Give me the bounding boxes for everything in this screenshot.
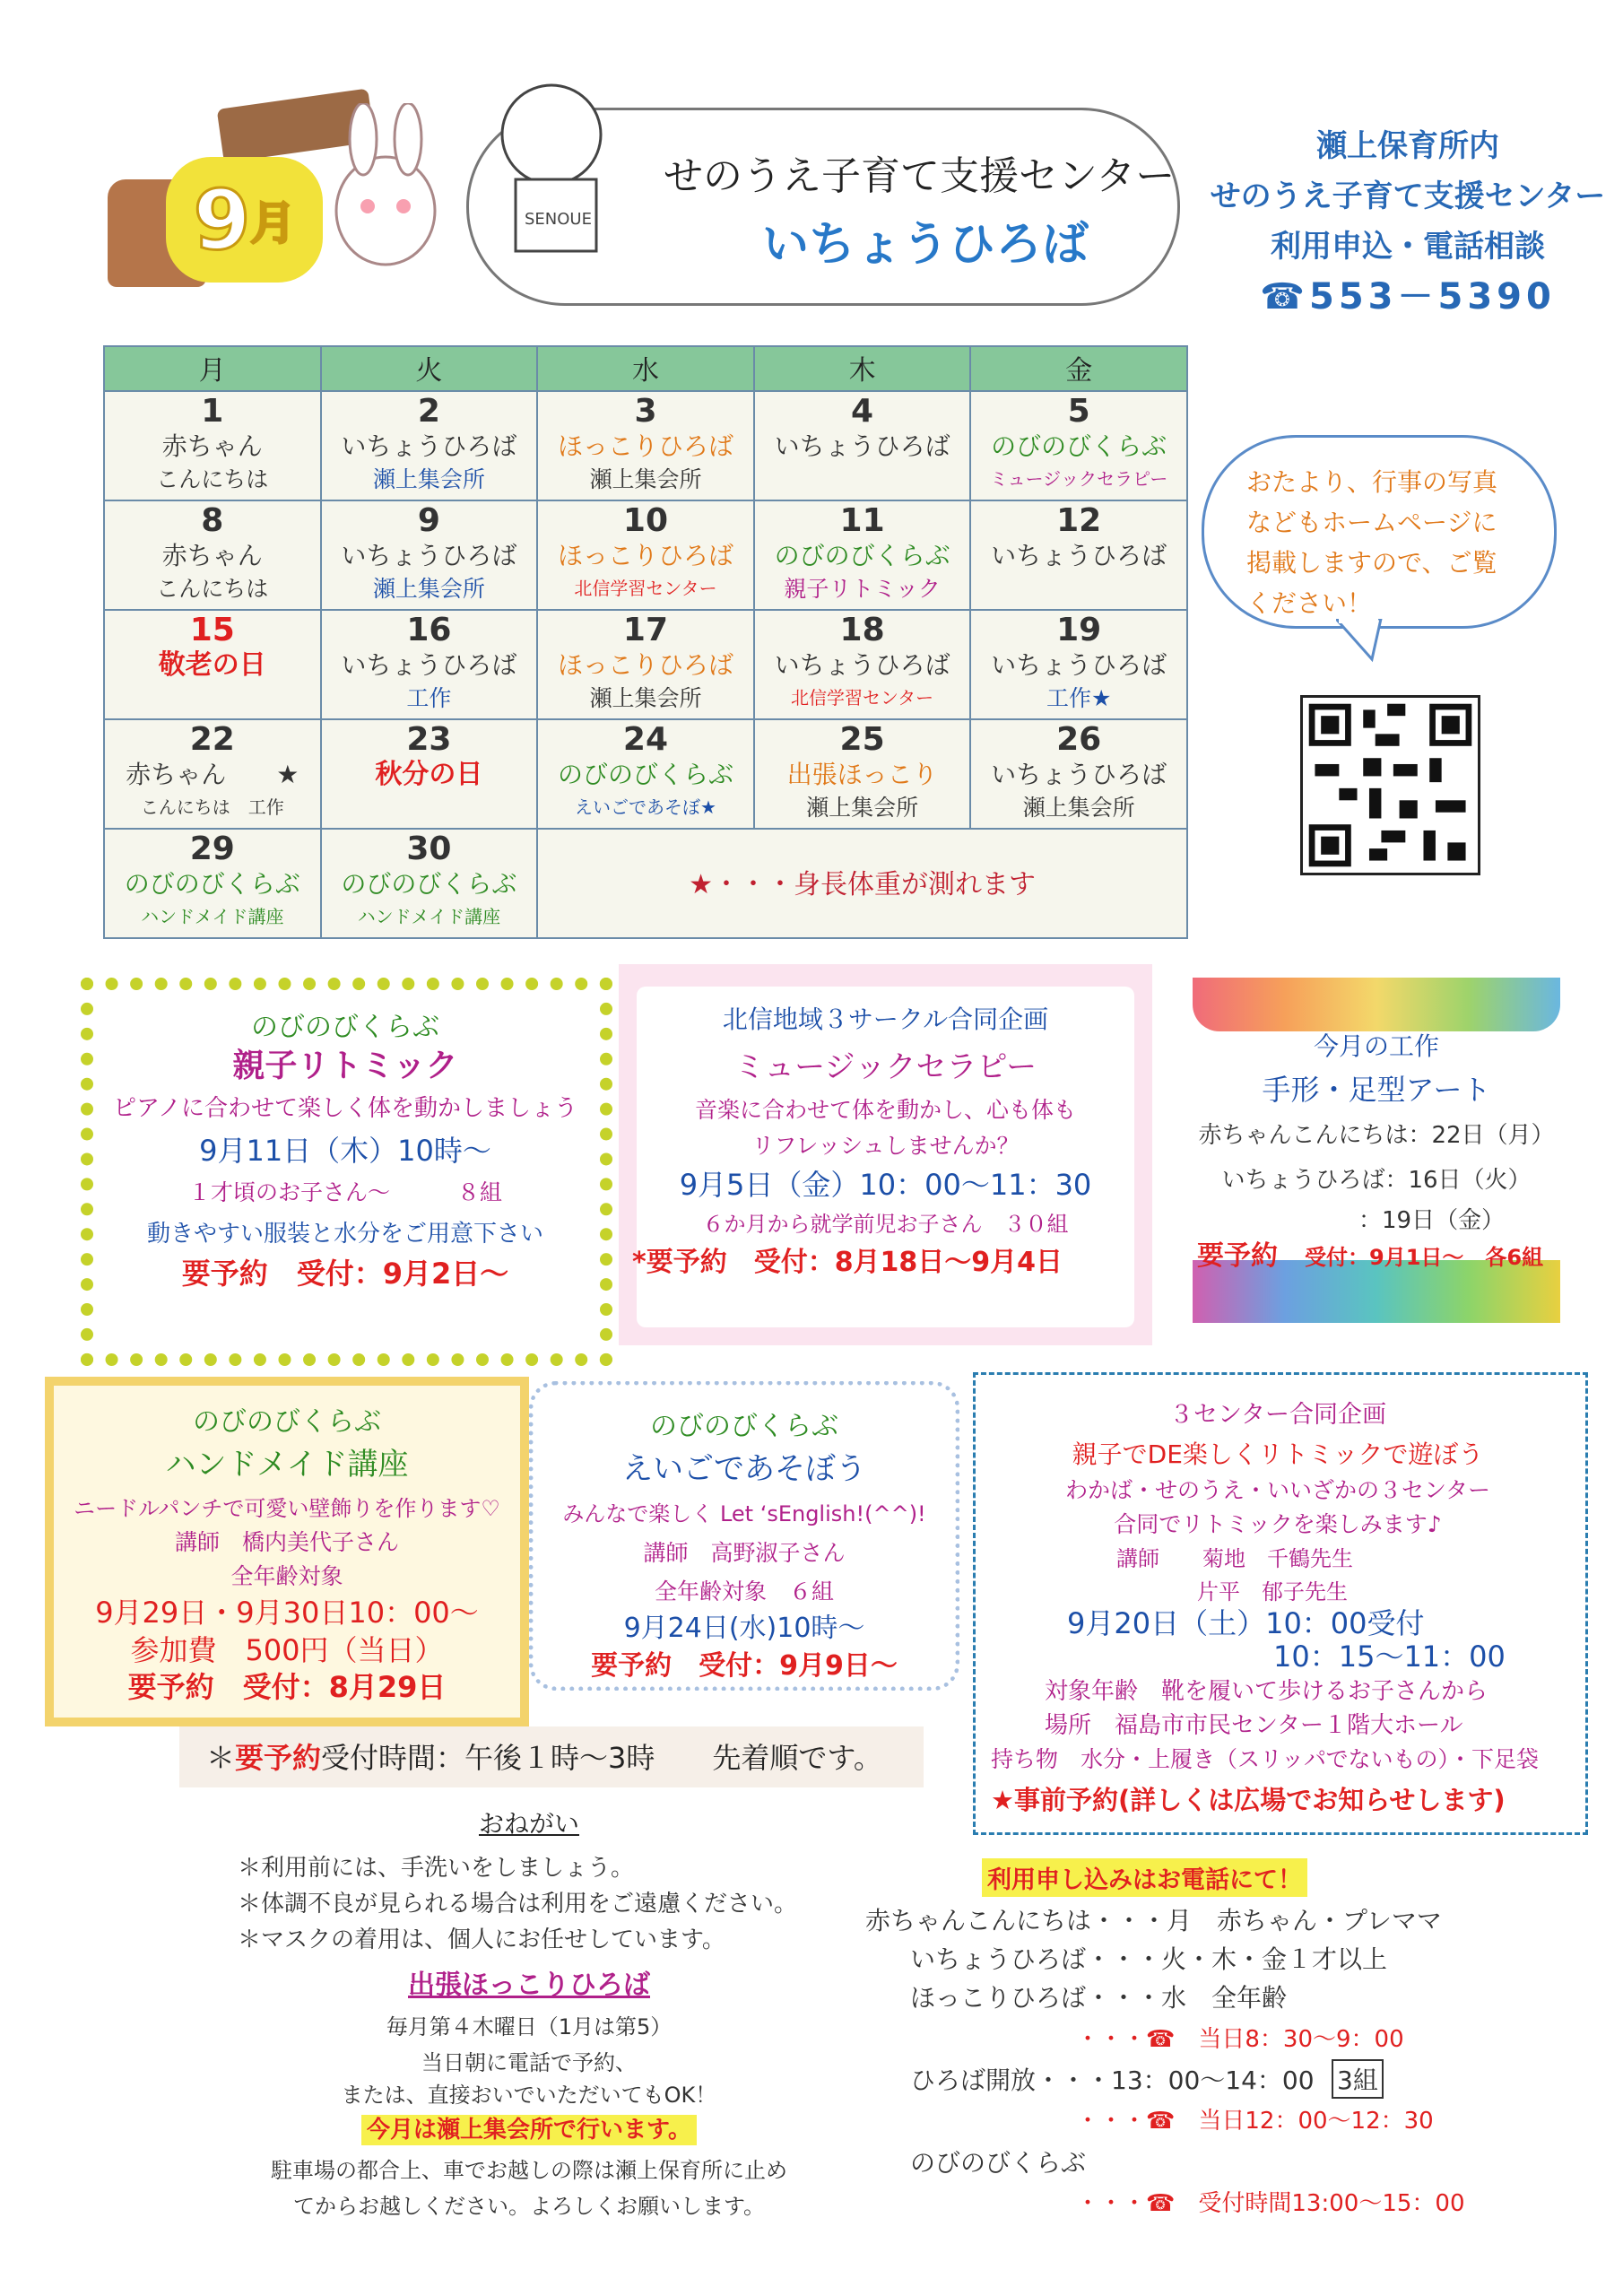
handmade-target: 全年齢対象 [230,1563,343,1589]
calendar-day [754,719,971,829]
day-location: ハンドメイド講座 [357,906,501,927]
joint-reserve: ★事前予約(詳しくは広場でお知らせします) [991,1785,1506,1815]
day-number: 16 [406,612,452,648]
day-number: 24 [622,721,669,758]
day-event: いちょうひろば [774,431,950,461]
calendar-day [537,391,754,500]
weekday-header: 金 [970,346,1187,391]
music-title: ミュージックセラピー [733,1049,1037,1085]
onegai-title: おねがい [478,1809,579,1839]
day-location: 工作 [406,685,452,711]
joint-desc-2: 合同でリトミックを楽しみます♪ [1114,1511,1442,1537]
center-subtitle: いちょうひろば [762,218,1089,272]
shuchou-title: 出張ほっこりひろば [408,1970,650,2001]
english-target: 全年齢対象 ６組 [654,1578,834,1605]
calendar-day [104,500,321,610]
weekday-header: 月 [104,346,321,391]
day-location: 瀬上集会所 [589,685,702,711]
joint-date: 9月20日（土）10：00受付 [1067,1606,1425,1640]
day-location: こんにちは [156,576,269,602]
day-location: 北信学習センター [574,578,717,599]
center-title: せのうえ子育て支援センター [664,153,1176,199]
bubble-tail [1336,619,1390,664]
day-location: ミュージックセラピー [989,468,1168,490]
music-planner: 北信地域３サークル合同企画 [722,1004,1049,1034]
calendar-day [754,391,971,500]
weekday-header: 木 [754,346,971,391]
music-desc-2: リフレッシュしませんか？ [751,1133,1020,1159]
joint-desc-1: わかば・せのうえ・いいざかの３センター [1064,1477,1490,1503]
joint-title: 親子でDE楽しくリトミックで遊ぼう [1072,1439,1484,1469]
joint-lecturer-2: 片平 郁子先生 [1197,1579,1348,1605]
day-location: 瀬上集会所 [806,795,919,821]
phone-row-6: ・・・☎ 当日12：00～12：30 [1076,2108,1434,2135]
day-number: 5 [1067,393,1090,430]
joint-place: 場所 福島市市民センター１階大ホール [1045,1712,1463,1739]
rhythmic-target: １才頃のお子さん～ ８組 [187,1179,502,1205]
rhythmic-note: 動きやすい服装と水分をご用意下さい [146,1221,543,1248]
day-event: いちょうひろば [991,541,1167,570]
day-location: 北信学習センター [790,687,934,709]
english-date: 9月24日(水)10時～ [623,1613,865,1644]
day-number: 15 [189,612,235,648]
calendar-day [321,500,538,610]
joint-items: 持ち物 水分・上履き（スリッパでないもの）・下足袋 [991,1746,1540,1772]
day-event: ほっこりひろば [557,541,733,570]
phone-row-8: ・・・☎ 受付時間13:00～15：00 [1076,2190,1465,2217]
calendar-day [104,610,321,719]
day-event: 赤ちゃん [161,431,263,461]
qr-code[interactable] [1300,695,1480,875]
shuchou-line-3: または、直接おいでいただいてもOK！ [341,2083,717,2108]
contact-line-2: せのうえ子育て支援センター [1210,178,1606,214]
calendar-day [754,610,971,719]
svg-text:SENOUE: SENOUE [525,210,592,229]
calendar-day [104,829,321,938]
english-desc: みんなで楽しく Let ‘sEnglish!(^^)! [562,1501,926,1526]
shuchou-line-4: 今月は瀬上集会所で行います。 [361,2115,697,2145]
day-number: 22 [189,721,235,758]
calendar-day [321,391,538,500]
calendar-day [970,610,1187,719]
calendar-day [104,391,321,500]
day-number: 3 [634,393,657,430]
day-number: 18 [839,612,885,648]
day-number: 9 [417,502,440,539]
music-target: ６か月から就学前児お子さん ３０組 [702,1212,1069,1237]
day-number: 30 [406,831,452,867]
phone-row-4: ・・・☎ 当日8：30～9：00 [1076,2026,1404,2053]
weekday-header: 火 [321,346,538,391]
child-illustration [453,72,677,296]
day-event: いちょうひろば [341,431,517,461]
phone-row-2: いちょうひろば・・・火・木・金１才以上 [910,1944,1388,1974]
day-location: こんにちは [156,466,269,492]
day-number: 25 [839,721,885,758]
craft-top-decor [1193,978,1560,1031]
english-club: のびのびくらぶ [650,1411,838,1442]
day-event: のびのびくらぶ [124,869,300,899]
rabbit-illustration [323,103,448,283]
calendar-week [104,829,1187,938]
day-event: のびのびくらぶ [341,869,517,899]
day-location: ハンドメイド講座 [141,906,284,927]
handmade-reserve: 要予約 受付：8月29日 [127,1670,447,1704]
calendar-day [321,719,538,829]
day-event: ほっこりひろば [557,431,733,461]
contact-line-1: 瀬上保育所内 [1316,128,1499,164]
onegai-item-1: ＊利用前には、手洗いをしましょう。 [238,1855,635,1882]
calendar-day [970,500,1187,610]
handmade-lecturer: 講師 橋内美代子さん [174,1529,399,1555]
onegai-item-3: ＊マスクの着用は、個人にお任せしています。 [238,1926,725,1953]
phone-row-3: ほっこりひろば・・・水 全年齢 [910,1983,1288,2013]
phone-row-5: ひろば開放・・・13：00～14：00 [910,2066,1315,2095]
day-number: 23 [406,721,452,758]
contact-phone: ☎553－5390 [1260,276,1556,317]
day-event: 赤ちゃん [161,541,263,570]
day-event: のびのびくらぶ [774,541,950,570]
calendar-day [321,829,538,938]
month-badge: 9 月 [166,157,323,283]
craft-date-2: いちょうひろば：16日（火） [1221,1167,1532,1194]
rhythmic-club: のびのびくらぶ [251,1012,439,1043]
craft-reserve: 要予約 受付：9月1日～ 各6組 [1197,1240,1544,1272]
handmade-title: ハンドメイド講座 [165,1447,409,1483]
reservation-notice-text: ＊要予約受付時間：午後１時～3時 先着順です。 [206,1741,882,1775]
calendar-week [104,500,1187,610]
contact-line-3: 利用申込・電話相談 [1271,229,1545,265]
day-event: いちょうひろば [991,760,1167,789]
calendar-day [537,500,754,610]
calendar-week [104,610,1187,719]
rhythmic-desc: ピアノに合わせて楽しく体を動かしましょう [113,1095,577,1122]
day-number: 29 [189,831,235,867]
joint-time: 10：15～11：00 [1273,1639,1506,1674]
rhythmic-reserve: 要予約 受付：9月2日～ [181,1257,509,1291]
handmade-desc: ニードルパンチで可愛い壁飾りを作ります♡ [74,1496,500,1521]
day-number: 17 [622,612,669,648]
calendar-note: ★・・・身長体重が測れます [689,868,1037,900]
shuchou-line-2: 当日朝に電話で予約、 [421,2050,637,2075]
craft-date-3: ：19日（金） [1358,1207,1506,1234]
day-event: 出張ほっこり [786,760,938,789]
craft-heading: 今月の工作 [1313,1031,1439,1061]
music-date: 9月5日（金）10：00～11：30 [679,1168,1092,1202]
bubble-text: おたより、行事の写真などもホームページに掲載しますので、ご覧ください！ [1246,467,1498,618]
calendar-day [537,610,754,719]
calendar-note-cell [537,829,1187,938]
calendar-day [970,719,1187,829]
day-event: いちょうひろば [341,541,517,570]
day-event: いちょうひろば [774,650,950,680]
joint-lecturer-1: 講師 菊地 千鶴先生 [1116,1546,1353,1571]
calendar-week [104,719,1187,829]
phone-info-title: 利用申し込みはお電話にて！ [982,1858,1307,1897]
day-location: 瀬上集会所 [1022,795,1135,821]
day-location: 瀬上集会所 [372,576,485,602]
day-event: 赤ちゃん ★ [126,760,299,789]
day-event: のびのびくらぶ [991,431,1167,461]
shuchou-line-1: 毎月第４木曜日（1月は第5） [386,2014,673,2039]
joint-age: 対象年齢 靴を履いて歩けるお子さんから [1045,1678,1488,1705]
day-event: 秋分の日 [375,759,483,790]
craft-date-1: 赤ちゃんこんにちは：22日（月） [1198,1122,1555,1149]
day-number: 8 [201,502,224,539]
day-event: ほっこりひろば [557,650,733,680]
calendar-day [104,719,321,829]
phone-row-1: 赤ちゃんこんにちは・・・月 赤ちゃん・プレママ [865,1906,1442,1935]
day-location: こんにちは 工作 [140,796,284,818]
rhythmic-title: 親子リトミック [232,1048,458,1084]
music-reserve: *要予約 受付：8月18日～9月4日 [632,1247,1063,1278]
day-location: えいごであそぼ★ [575,796,716,818]
joint-heading: ３センター合同企画 [1169,1401,1386,1429]
calendar-week [104,391,1187,500]
day-number: 26 [1056,721,1102,758]
day-location: 親子リトミック [784,576,941,602]
day-location: 瀬上集会所 [589,466,702,492]
handmade-date: 9月29日・9月30日10：00～ [95,1596,479,1630]
music-desc-1: 音楽に合わせて体を動かし、心も体も [694,1097,1076,1123]
weekday-header: 水 [537,346,754,391]
calendar [103,345,1188,939]
english-title: えいごであそぼう [622,1451,866,1487]
contact-info [1202,121,1614,322]
day-location: 工作★ [1046,685,1112,711]
rhythmic-date: 9月11日（木）10時～ [199,1134,491,1168]
day-number: 4 [851,393,874,430]
handmade-fee: 参加費 500円（当日） [130,1633,444,1667]
day-event: いちょうひろば [991,650,1167,680]
phone-row-7: のびのびくらぶ [910,2148,1087,2178]
english-reserve: 要予約 受付：9月9日～ [591,1650,898,1682]
day-number: 1 [201,393,224,430]
day-number: 11 [839,502,885,539]
day-number: 19 [1056,612,1102,648]
day-number: 2 [417,393,440,430]
day-number: 12 [1056,502,1102,539]
english-lecturer: 講師 高野淑子さん [643,1540,846,1566]
day-event: のびのびくらぶ [557,760,733,789]
shuchou-line-5: 駐車場の都合上、車でお越しの際は瀬上保育所に止め [271,2158,787,2183]
phone-row-5-capacity: 3組 [1332,2059,1384,2099]
day-number: 10 [622,502,669,539]
shuchou-line-4-wrap [260,2111,798,2144]
calendar-day [537,719,754,829]
day-event: 敬老の日 [158,649,266,681]
calendar-day [970,391,1187,500]
calendar-day [754,500,971,610]
handmade-club: のびのびくらぶ [193,1406,381,1438]
onegai-item-2: ＊体調不良が見られる場合は利用をご遠慮ください。 [238,1891,798,1918]
shuchou-line-6: てからお越しください。よろしくお願いします。 [292,2194,766,2219]
day-location: 瀬上集会所 [372,466,485,492]
calendar-day [321,610,538,719]
day-event: いちょうひろば [341,650,517,680]
craft-title: 手形・足型アート [1262,1073,1491,1107]
